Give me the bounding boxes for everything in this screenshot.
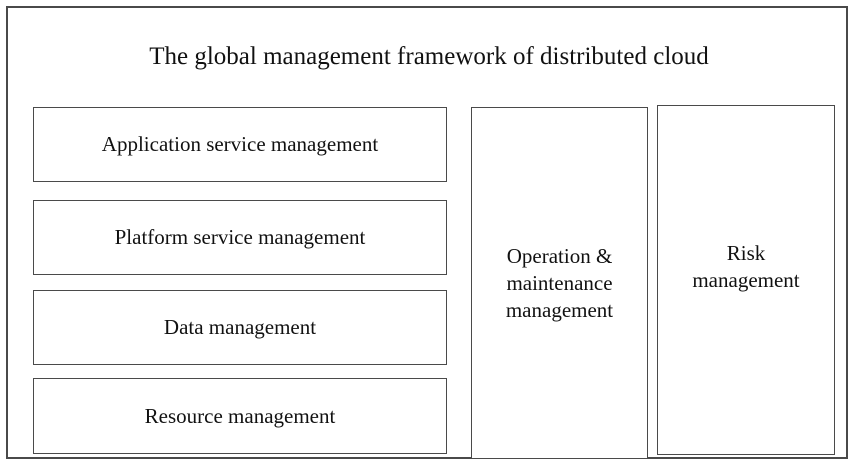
framework-frame xyxy=(6,6,848,459)
layer-label: Data management xyxy=(163,315,317,339)
layer-platform-service-management xyxy=(33,200,447,275)
panel-operation-maintenance-management xyxy=(471,107,648,459)
layer-application-service-management xyxy=(33,107,447,182)
diagram-title: The global management framework of distributed cloud xyxy=(149,43,709,70)
panel-label: Operation & maintenance management xyxy=(505,243,614,322)
panel-label: Risk management xyxy=(692,241,800,292)
layer-label: Application service management xyxy=(101,132,379,156)
layer-data-management xyxy=(33,290,447,365)
layer-resource-management xyxy=(33,378,447,454)
layer-label: Resource management xyxy=(144,403,336,428)
panel-risk-management xyxy=(657,105,835,455)
layer-label: Platform service management xyxy=(114,225,366,249)
